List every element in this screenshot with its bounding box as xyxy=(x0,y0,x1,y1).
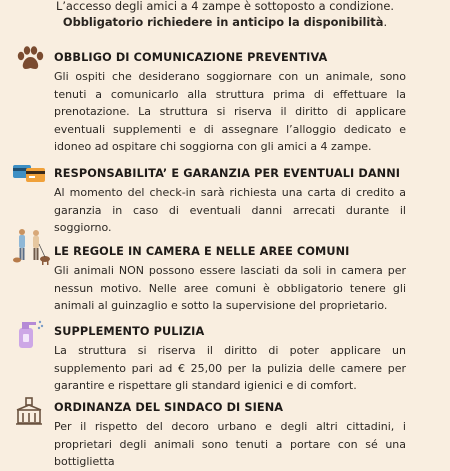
town-hall-icon xyxy=(14,396,44,430)
section-body: Gli ospiti che desiderano soggiornare con un animale, sono tenuti a comunicarlo alla struttura prima di effettuare la prenotazione. La struttura si riserva il diritto di applicare eventuali supplementi e di assegnare l’alloggio dedicato e idoneo ad ospitare chi soggiorna con gli amici a 4 zampe. xyxy=(54,70,406,153)
section-title: SUPPLEMENTO PULIZIA xyxy=(54,325,205,338)
intro-availability-notice: Obbligatorio richiedere in anticipo la disponibilità xyxy=(62,15,384,29)
paw-icon xyxy=(16,46,44,76)
section-body: Gli animali NON possono essere lasciati da soli in camera per nessun motivo. Nelle aree comuni è obbligatorio tenere gli animali al guinzaglio e sotto la supervisione del proprietario. xyxy=(54,264,406,312)
intro-text xyxy=(0,0,450,30)
section-title: ORDINANZA DEL SINDACO DI SIENA xyxy=(54,401,284,414)
intro-line-2-end: . xyxy=(383,15,388,29)
intro-line-1: L’accesso degli amici a 4 zampe è sottoposto a condizione. xyxy=(55,0,395,13)
section-title: RESPONSABILITA’ E GARANZIA PER EVENTUALI DANNI xyxy=(54,167,401,180)
credit-cards-icon xyxy=(12,162,46,190)
section-body: Al momento del check-in sarà richiesta una carta di credito a garanzia in caso di eventuali danni arrecati durante il soggiorno. xyxy=(54,186,406,234)
section-title: OBBLIGO DI COMUNICAZIONE PREVENTIVA xyxy=(54,51,328,64)
intro-line-2 xyxy=(0,14,450,30)
section-body: La struttura si riserva il diritto di poter applicare un supplemento pari ad € 25,00 per la pulizia delle camere per garantire e rispettare gli standard igienici e di comfort. xyxy=(54,344,406,392)
section-body: Per il rispetto del decoro urbano e degli altri cittadini, i proprietari degli animali sono tenuti a portare con sé una bottiglietta xyxy=(54,420,406,468)
cleaning-spray-icon xyxy=(14,318,46,354)
people-walking-dogs-icon xyxy=(12,228,52,270)
section-title: LE REGOLE IN CAMERA E NELLE AREE COMUNI xyxy=(54,245,350,258)
